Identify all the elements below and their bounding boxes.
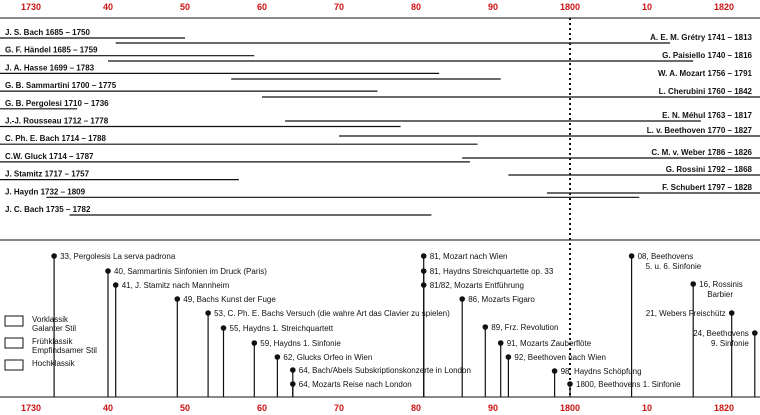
- event-pin-dot: [252, 340, 258, 346]
- axis-tick-label-bottom: 80: [410, 403, 422, 413]
- axis-tick-label-top: 1730: [20, 2, 42, 12]
- axis-tick-label-top: 50: [179, 2, 191, 12]
- event-pin-dot: [498, 340, 504, 346]
- legend-label: Frühklassik: [32, 337, 73, 346]
- lifespan-label: G. F. Händel 1685 – 1759: [5, 45, 98, 55]
- lifespan-label: F. Schubert 1797 – 1828: [662, 183, 752, 192]
- axis-tick-label-bottom: 1820: [713, 403, 735, 413]
- event-label: 81, Mozart nach Wien: [429, 252, 508, 261]
- event-label: 49, Bachs Kunst der Fuge: [183, 295, 276, 304]
- event-pin-dot: [105, 268, 111, 274]
- event-pin-dot: [290, 367, 296, 373]
- axis-tick-label-top: 1800: [559, 2, 581, 12]
- event-pin-dot: [567, 381, 573, 387]
- legend-swatch: [5, 360, 23, 370]
- lifespan-label: C. Ph. E. Bach 1714 – 1788: [5, 134, 106, 144]
- event-pin-dot: [290, 381, 296, 387]
- axis-tick-label-top: 90: [487, 2, 499, 12]
- event-label-line2: 5. u. 6. Sinfonie: [645, 262, 702, 271]
- axis-tick-label-bottom: 90: [487, 403, 499, 413]
- event-label: 81, Haydns Streichquartette op. 33: [429, 267, 554, 276]
- axis-tick-label-bottom: 1800: [559, 403, 581, 413]
- axis-tick-label-top: 10: [641, 2, 653, 12]
- lifespan-label: J. C. Bach 1735 – 1782: [5, 205, 91, 214]
- axis-tick-label-top: 80: [410, 2, 422, 12]
- event-pin-dot: [729, 310, 735, 316]
- event-pin-dot: [421, 268, 427, 274]
- lifespan-label: G. Rossini 1792 – 1868: [665, 165, 752, 174]
- axis-tick-label-bottom: 40: [102, 403, 114, 413]
- axis-tick-label-bottom: 10: [641, 403, 653, 413]
- lifespan-label: G. Paisiello 1740 – 1816: [662, 51, 752, 60]
- lifespan-label: G. B. Pergolesi 1710 – 1736: [5, 98, 109, 108]
- event-pin-dot: [113, 282, 119, 288]
- event-pin-dot: [421, 253, 427, 259]
- lifespan-label: L. v. Beethoven 1770 – 1827: [646, 126, 752, 135]
- event-pin-dot: [506, 354, 512, 360]
- event-label: 21, Webers Freischütz: [645, 309, 726, 318]
- event-pin-dot: [275, 354, 281, 360]
- lifespan-label: C.W. Gluck 1714 – 1787: [5, 151, 94, 161]
- event-label: 89, Frz. Revolution: [491, 323, 559, 332]
- event-label-line2: Barbier: [707, 290, 733, 299]
- lifespan-label: E. N. Méhul 1763 – 1817: [662, 111, 752, 120]
- axis-tick-label-top: 40: [102, 2, 114, 12]
- lifespan-label: J. Haydn 1732 – 1809: [5, 187, 86, 197]
- event-pin-dot: [552, 368, 558, 374]
- event-label-line2: 9. Sinfonie: [710, 339, 749, 348]
- event-pin-dot: [205, 310, 211, 316]
- event-pin-dot: [421, 282, 427, 288]
- lifespan-label: G. B. Sammartini 1700 – 1775: [5, 81, 117, 91]
- event-pin-dot: [752, 330, 758, 336]
- axis-tick-label-bottom: 70: [333, 403, 345, 413]
- legend-swatch: [5, 338, 23, 348]
- axis-tick-label-top: 60: [256, 2, 268, 12]
- axis-tick-label-bottom: 60: [256, 403, 268, 413]
- event-pin-dot: [483, 324, 489, 330]
- event-pin-dot: [459, 296, 465, 302]
- axis-tick-label-bottom: 50: [179, 403, 191, 413]
- event-label: 86, Mozarts Figaro: [468, 295, 535, 304]
- event-label: 40, Sammartinis Sinfonien im Druck (Paris): [114, 267, 267, 276]
- event-label: 92, Beethoven nach Wien: [514, 353, 607, 362]
- event-label: 08, Beethovens: [637, 252, 694, 261]
- event-label: 16, Rossinis: [699, 280, 743, 289]
- event-pin-dot: [629, 253, 635, 259]
- event-label: 64, Mozarts Reise nach London: [298, 380, 412, 389]
- event-label: 55, Haydns 1. Streichquartett: [229, 324, 334, 333]
- legend-label: Vorklassik: [32, 315, 69, 324]
- axis-tick-label-top: 1820: [713, 2, 735, 12]
- lifespan-label: J. Stamitz 1717 – 1757: [5, 169, 90, 179]
- event-label: 53, C. Ph. E. Bachs Versuch (die wahre Art das Clavier zu spielen): [214, 309, 450, 318]
- lifespan-label: J.-J. Rousseau 1712 – 1778: [5, 116, 109, 126]
- legend-label-line2: Empfindsamer Stil: [32, 346, 97, 355]
- legend-label: Hochklassik: [32, 359, 75, 368]
- event-label: 64, Bach/Abels Subskriptionskonzerte in London: [298, 366, 471, 375]
- event-label: 24, Beethovens: [693, 329, 749, 338]
- lifespan-label: J. A. Hasse 1699 – 1783: [5, 63, 95, 73]
- event-label: 41, J. Stamitz nach Mannheim: [121, 281, 230, 290]
- lifespan-label: A. E. M. Grétry 1741 – 1813: [650, 33, 752, 42]
- axis-tick-label-bottom: 1730: [20, 403, 42, 413]
- event-pin-dot: [51, 253, 57, 259]
- lifespan-label: J. S. Bach 1685 – 1750: [5, 28, 90, 37]
- event-label: 98, Haydns Schöpfung: [560, 367, 642, 376]
- event-pin-dot: [690, 281, 696, 287]
- event-label: 91, Mozarts Zauberflöte: [506, 339, 592, 348]
- event-label: 62, Glucks Orfeo in Wien: [283, 353, 373, 362]
- legend-swatch: [5, 316, 23, 326]
- lifespan-label: C. M. v. Weber 1786 – 1826: [651, 148, 752, 157]
- lifespan-label: L. Cherubini 1760 – 1842: [658, 87, 752, 96]
- event-pin-dot: [221, 325, 227, 331]
- axis-tick-label-top: 70: [333, 2, 345, 12]
- event-pin-dot: [175, 296, 181, 302]
- lifespan-label: W. A. Mozart 1756 – 1791: [658, 69, 752, 78]
- event-label: 1800, Beethovens 1. Sinfonie: [576, 380, 681, 389]
- event-label: 59, Haydns 1. Sinfonie: [260, 339, 341, 348]
- event-label: 33, Pergolesis La serva padrona: [60, 252, 176, 261]
- legend-label-line2: Galanter Stil: [32, 324, 77, 333]
- event-label: 81/82, Mozarts Entführung: [429, 281, 524, 290]
